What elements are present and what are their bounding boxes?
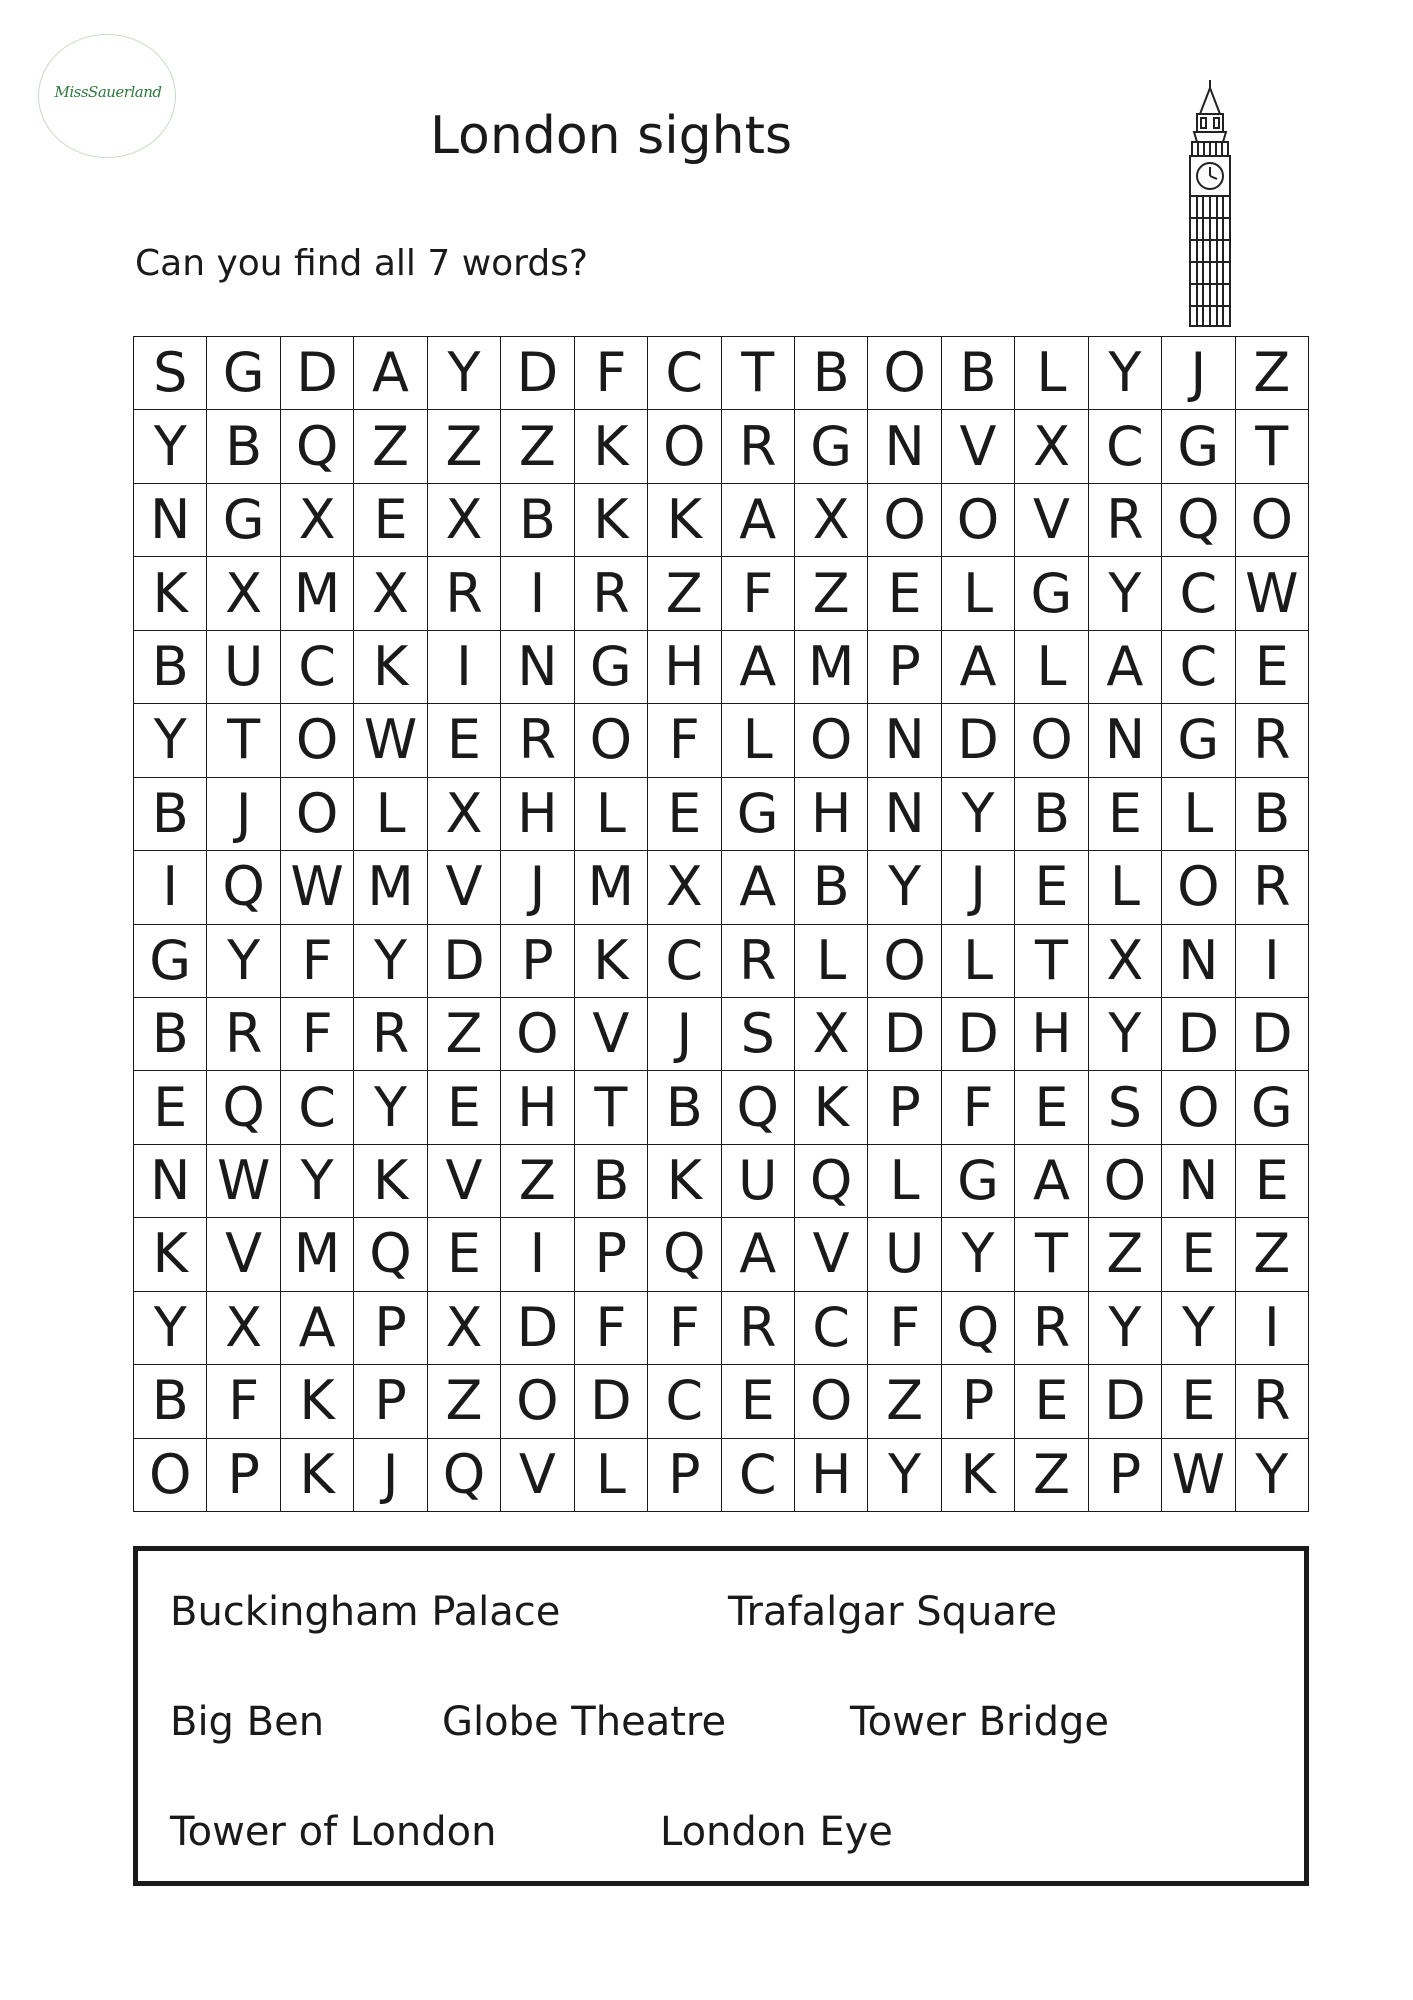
grid-cell: Y [1089,337,1162,410]
grid-cell: E [1015,851,1088,924]
grid-cell: D [868,998,941,1071]
grid-cell: Y [1162,1292,1235,1365]
grid-cell: B [134,631,207,704]
grid-cell: G [207,337,280,410]
grid-cell: I [501,557,574,630]
grid-cell: D [942,998,1015,1071]
grid-cell: N [1089,704,1162,777]
grid-cell: Y [1089,557,1162,630]
grid-cell: O [1162,1071,1235,1144]
grid-cell: R [501,704,574,777]
grid-cell: Z [501,1145,574,1218]
grid-cell: C [281,1071,354,1144]
grid-cell: F [281,925,354,998]
grid-cell: J [1162,337,1235,410]
grid-cell: N [868,778,941,851]
word-search-grid [133,336,1309,1512]
grid-cell: Z [428,410,501,483]
grid-cell: M [281,1218,354,1291]
grid-cell: E [868,557,941,630]
grid-cell: K [575,410,648,483]
grid-cell: B [648,1071,721,1144]
grid-cell: G [722,778,795,851]
grid-cell: X [207,1292,280,1365]
grid-cell: O [575,704,648,777]
grid-cell: B [575,1145,648,1218]
page-title: London sights [430,106,793,166]
grid-cell: O [281,778,354,851]
grid-cell: V [1015,484,1088,557]
grid-cell: D [281,337,354,410]
grid-cell: R [428,557,501,630]
grid-cell: L [942,557,1015,630]
grid-cell: R [1015,1292,1088,1365]
grid-cell: C [1089,410,1162,483]
grid-cell: T [722,337,795,410]
grid-cell: E [354,484,427,557]
grid-cell: F [207,1365,280,1438]
grid-cell: E [1162,1218,1235,1291]
grid-cell: Z [354,410,427,483]
grid-cell: N [868,410,941,483]
grid-cell: C [722,1439,795,1512]
grid-cell: W [281,851,354,924]
grid-cell: X [428,778,501,851]
grid-cell: Y [868,1439,941,1512]
grid-cell: E [134,1071,207,1144]
word-list-item: Globe Theatre [442,1699,727,1745]
grid-cell: B [134,998,207,1071]
grid-cell: Y [1089,998,1162,1071]
grid-cell: O [134,1439,207,1512]
grid-cell: Z [1236,337,1309,410]
grid-cell: X [428,1292,501,1365]
grid-cell: O [1162,851,1235,924]
grid-cell: F [868,1292,941,1365]
grid-cell: I [1236,925,1309,998]
grid-cell: G [207,484,280,557]
word-list-item: Trafalgar Square [728,1589,1058,1635]
grid-cell: K [648,484,721,557]
grid-cell: M [354,851,427,924]
grid-cell: P [501,925,574,998]
grid-cell: R [207,998,280,1071]
grid-cell: F [281,998,354,1071]
grid-cell: E [722,1365,795,1438]
grid-cell: X [1015,410,1088,483]
grid-cell: X [207,557,280,630]
grid-cell: K [354,1145,427,1218]
grid-cell: O [1089,1145,1162,1218]
grid-cell: X [281,484,354,557]
grid-cell: G [1015,557,1088,630]
grid-cell: Y [428,337,501,410]
grid-cell: P [1089,1439,1162,1512]
grid-cell: Y [1236,1439,1309,1512]
grid-cell: K [942,1439,1015,1512]
grid-cell: O [795,704,868,777]
grid-cell: U [207,631,280,704]
grid-cell: A [722,1218,795,1291]
grid-cell: Y [207,925,280,998]
grid-cell: L [354,778,427,851]
grid-cell: Z [795,557,868,630]
grid-cell: K [354,631,427,704]
grid-cell: D [428,925,501,998]
grid-cell: K [134,557,207,630]
grid-cell: O [1236,484,1309,557]
grid-cell: Z [428,998,501,1071]
grid-cell: O [281,704,354,777]
grid-cell: S [1089,1071,1162,1144]
grid-cell: P [207,1439,280,1512]
grid-cell: J [648,998,721,1071]
grid-cell: E [1015,1071,1088,1144]
grid-cell: H [795,1439,868,1512]
grid-cell: E [1162,1365,1235,1438]
grid-cell: R [354,998,427,1071]
logo-text: MissSauerland [54,83,162,101]
grid-cell: K [575,925,648,998]
grid-cell: Q [942,1292,1015,1365]
grid-cell: X [648,851,721,924]
grid-cell: B [207,410,280,483]
grid-cell: G [1236,1071,1309,1144]
logo [38,34,176,158]
grid-cell: Y [1089,1292,1162,1365]
grid-cell: B [501,484,574,557]
grid-cell: E [1236,631,1309,704]
grid-cell: E [1015,1365,1088,1438]
grid-cell: V [795,1218,868,1291]
grid-cell: Q [207,851,280,924]
grid-cell: M [575,851,648,924]
grid-cell: Q [207,1071,280,1144]
grid-cell: J [942,851,1015,924]
grid-cell: Q [722,1071,795,1144]
grid-cell: P [942,1365,1015,1438]
grid-cell: B [795,851,868,924]
grid-cell: F [648,704,721,777]
grid-cell: O [648,410,721,483]
grid-cell: V [207,1218,280,1291]
grid-cell: L [795,925,868,998]
grid-cell: X [795,998,868,1071]
grid-cell: T [1015,925,1088,998]
grid-cell: D [1236,998,1309,1071]
grid-cell: X [354,557,427,630]
grid-cell: T [575,1071,648,1144]
grid-cell: D [1162,998,1235,1071]
grid-cell: Y [942,778,1015,851]
grid-cell: U [722,1145,795,1218]
grid-cell: P [868,631,941,704]
grid-cell: T [1015,1218,1088,1291]
grid-cell: Y [354,925,427,998]
grid-cell: A [281,1292,354,1365]
grid-cell: R [1236,851,1309,924]
grid-cell: Z [1015,1439,1088,1512]
grid-cell: W [207,1145,280,1218]
grid-cell: A [1089,631,1162,704]
grid-cell: R [722,925,795,998]
grid-cell: E [1089,778,1162,851]
grid-cell: I [501,1218,574,1291]
grid-cell: H [501,778,574,851]
grid-cell: C [1162,557,1235,630]
grid-cell: P [354,1365,427,1438]
grid-cell: K [281,1365,354,1438]
grid-cell: O [501,1365,574,1438]
grid-cell: G [134,925,207,998]
grid-cell: V [575,998,648,1071]
grid-cell: P [868,1071,941,1144]
grid-cell: G [1162,704,1235,777]
grid-cell: R [1089,484,1162,557]
grid-cell: L [575,1439,648,1512]
grid-cell: F [942,1071,1015,1144]
grid-cell: O [942,484,1015,557]
grid-cell: K [281,1439,354,1512]
grid-cell: Z [648,557,721,630]
grid-cell: D [501,337,574,410]
grid-cell: D [575,1365,648,1438]
word-list-box [133,1546,1309,1886]
grid-cell: T [207,704,280,777]
grid-cell: Y [134,704,207,777]
grid-cell: J [354,1439,427,1512]
grid-cell: Q [1162,484,1235,557]
grid-cell: S [134,337,207,410]
grid-cell: K [795,1071,868,1144]
grid-cell: A [722,484,795,557]
grid-cell: L [1089,851,1162,924]
grid-cell: O [868,337,941,410]
grid-cell: E [1236,1145,1309,1218]
grid-cell: W [1162,1439,1235,1512]
grid-cell: K [575,484,648,557]
grid-cell: K [134,1218,207,1291]
grid-cell: D [942,704,1015,777]
grid-cell: A [1015,1145,1088,1218]
grid-cell: O [1015,704,1088,777]
grid-cell: Z [1089,1218,1162,1291]
grid-cell: T [1236,410,1309,483]
grid-cell: P [575,1218,648,1291]
big-ben-icon [1150,78,1270,328]
grid-cell: B [134,1365,207,1438]
grid-cell: G [942,1145,1015,1218]
grid-cell: Y [134,410,207,483]
grid-cell: L [868,1145,941,1218]
grid-cell: E [428,1218,501,1291]
grid-cell: L [1015,631,1088,704]
grid-cell: Y [281,1145,354,1218]
grid-cell: N [1162,925,1235,998]
grid-cell: G [1162,410,1235,483]
grid-cell: A [722,631,795,704]
grid-cell: M [795,631,868,704]
grid-cell: Z [428,1365,501,1438]
grid-cell: R [575,557,648,630]
grid-cell: H [648,631,721,704]
grid-cell: F [648,1292,721,1365]
grid-cell: C [281,631,354,704]
grid-cell: B [1236,778,1309,851]
grid-cell: R [1236,704,1309,777]
grid-cell: A [942,631,1015,704]
grid-cell: O [868,484,941,557]
grid-cell: Y [868,851,941,924]
grid-cell: D [501,1292,574,1365]
grid-cell: B [134,778,207,851]
grid-cell: M [281,557,354,630]
grid-cell: E [428,1071,501,1144]
grid-cell: Z [501,410,574,483]
grid-cell: V [428,1145,501,1218]
grid-cell: L [575,778,648,851]
grid-cell: N [134,1145,207,1218]
grid-cell: S [722,998,795,1071]
grid-cell: D [1089,1365,1162,1438]
grid-cell: Y [354,1071,427,1144]
grid-cell: L [722,704,795,777]
grid-cell: X [795,484,868,557]
grid-cell: O [795,1365,868,1438]
instructions: Can you find all 7 words? [135,243,589,284]
grid-cell: I [428,631,501,704]
grid-cell: B [942,337,1015,410]
grid-cell: Q [354,1218,427,1291]
grid-cell: Y [942,1218,1015,1291]
grid-cell: A [722,851,795,924]
grid-cell: U [868,1218,941,1291]
grid-cell: V [942,410,1015,483]
grid-cell: E [428,704,501,777]
grid-cell: H [1015,998,1088,1071]
grid-cell: O [501,998,574,1071]
grid-cell: P [648,1439,721,1512]
grid-cell: R [1236,1365,1309,1438]
grid-cell: C [795,1292,868,1365]
grid-cell: F [575,337,648,410]
grid-cell: C [648,1365,721,1438]
grid-cell: A [354,337,427,410]
grid-cell: Z [868,1365,941,1438]
grid-cell: C [648,925,721,998]
grid-cell: B [1015,778,1088,851]
grid-cell: H [795,778,868,851]
grid-cell: W [1236,557,1309,630]
grid-cell: F [722,557,795,630]
grid-cell: Q [281,410,354,483]
word-list-item: Tower of London [170,1809,497,1855]
grid-cell: J [207,778,280,851]
grid-cell: C [648,337,721,410]
grid-cell: J [501,851,574,924]
grid-cell: F [575,1292,648,1365]
word-list-item: Big Ben [170,1699,325,1745]
grid-cell: Z [1236,1218,1309,1291]
grid-cell: V [428,851,501,924]
grid-cell: E [648,778,721,851]
word-list-item: London Eye [660,1809,893,1855]
grid-cell: N [868,704,941,777]
grid-cell: P [354,1292,427,1365]
grid-cell: Q [795,1145,868,1218]
grid-cell: N [1162,1145,1235,1218]
grid-cell: H [501,1071,574,1144]
grid-cell: W [354,704,427,777]
word-list-item: Buckingham Palace [170,1589,561,1635]
grid-cell: B [795,337,868,410]
word-list-item: Tower Bridge [850,1699,1109,1745]
grid-cell: C [1162,631,1235,704]
grid-cell: R [722,1292,795,1365]
grid-cell: N [134,484,207,557]
grid-cell: V [501,1439,574,1512]
grid-cell: Q [428,1439,501,1512]
grid-cell: L [1015,337,1088,410]
grid-cell: L [942,925,1015,998]
grid-cell: N [501,631,574,704]
grid-cell: I [134,851,207,924]
grid-cell: L [1162,778,1235,851]
grid-cell: Q [648,1218,721,1291]
grid-cell: O [868,925,941,998]
grid-cell: R [722,410,795,483]
grid-cell: K [648,1145,721,1218]
grid-cell: X [428,484,501,557]
grid-cell: I [1236,1292,1309,1365]
grid-cell: G [575,631,648,704]
grid-cell: X [1089,925,1162,998]
grid-cell: Y [134,1292,207,1365]
grid-cell: G [795,410,868,483]
